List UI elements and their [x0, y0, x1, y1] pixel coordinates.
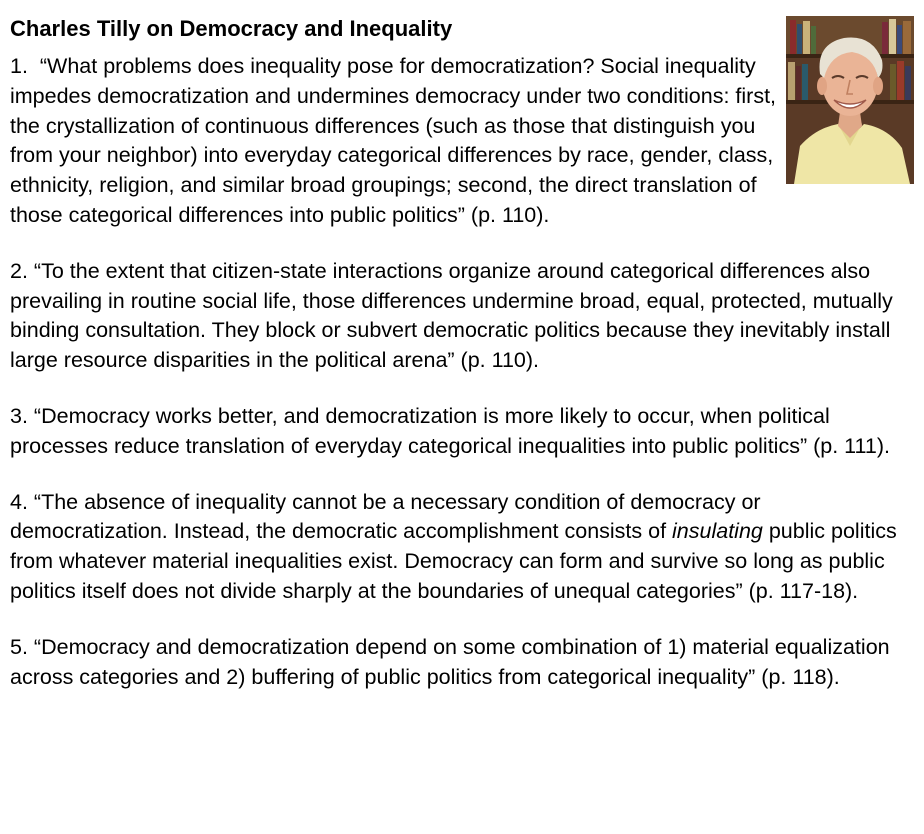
quote-5 — [10, 633, 914, 693]
quote-text-after: public politics from whatever material inequalities exist. Democracy can form and survive so long as public politics itself does not divide sharply at the boundaries of unequal categories” (p. 117-18). — [10, 519, 897, 603]
quote-emphasis: insulating — [672, 519, 763, 544]
quote-1 — [10, 52, 914, 231]
quote-number: 4. — [10, 489, 28, 514]
quote-3 — [10, 402, 914, 462]
quote-text: “What problems does inequality pose for democratization? Social inequality impedes democratization and undermines democracy under two conditions: first, the crystallization of continuous differences (such as those that distinguish you from your neighbor) into everyday categorical differences by race, gender, class, ethnicity, religion, and similar broad groupings; second, the direct translation of those categorical differences into public politics” (p. 110). — [10, 54, 777, 227]
page-title: Charles Tilly on Democracy and Inequality — [10, 16, 453, 41]
quote-number: 1. — [10, 54, 28, 78]
quote-text: “Democracy works better, and democratization is more likely to occur, when political processes reduce translation of everyday categorical inequalities into public politics” (p. 111). — [10, 403, 890, 458]
quote-number: 3. — [10, 403, 28, 428]
quote-text: “Democracy and democratization depend on some combination of 1) material equalization across categories and 2) buffering of public politics from categorical inequality” (p. 118). — [10, 634, 890, 689]
quote-number: 5. — [10, 634, 28, 659]
portrait-photo-icon — [786, 16, 914, 184]
quote-text: “To the extent that citizen-state interactions organize around categorical differences also prevailing in routine social life, those differences undermine broad, equal, protected, mutually binding consultation. They block or subvert democratic politics because they inevitably install large resource disparities in the political arena” (p. 110). — [10, 258, 893, 373]
quote-4 — [10, 488, 914, 607]
quote-text-before: “The absence of inequality cannot be a necessary condition of democracy or democratization. Instead, the democratic accomplishment consists of — [10, 489, 761, 544]
quote-2 — [10, 257, 914, 376]
quote-number: 2. — [10, 258, 28, 283]
